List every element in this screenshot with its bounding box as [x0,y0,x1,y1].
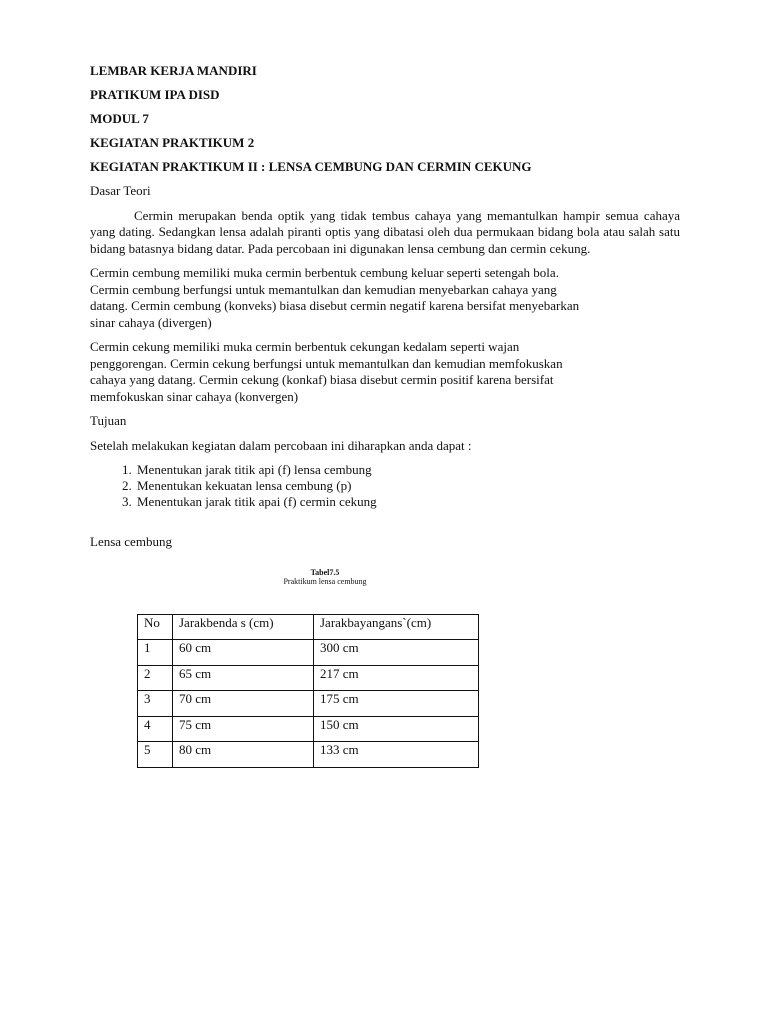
list-item: 1. Menentukan jarak titik api (f) lensa cembung [135,462,680,478]
cell-no: 3 [138,691,173,717]
table-row [138,716,479,742]
heading-modul: MODUL 7 [90,111,149,126]
table-row [138,742,479,768]
header-jarak-benda: Jarakbenda s (cm) [173,614,314,640]
dasar-teori-label: Dasar Teori [90,183,151,198]
cell-jarak-bayangan: 150 cm [314,716,479,742]
paragraph-line: Cermin cembung memiliki muka cermin berbentuk cembung keluar seperti setengah bola. [90,265,559,280]
paragraph-line: Cermin cekung memiliki muka cermin berbentuk cekungan kedalam seperti wajan [90,339,520,354]
cembung-paragraph [90,265,680,331]
paragraph-line: Cermin cembung berfungsi untuk memantulkan dan kemudian menyebarkan cahaya yang [90,281,557,297]
table-row [138,691,479,717]
cell-jarak-benda: 75 cm [173,716,314,742]
section-lensa-cembung: Lensa cembung [90,534,172,549]
table-caption [90,568,560,586]
data-table [137,614,479,768]
tujuan-list [90,462,680,510]
table-header-row [138,614,479,640]
paragraph-line: datang. Cermin cembung (konveks) biasa disebut cermin negatif karena bersifat menyebarkan [90,298,580,313]
document-content [90,63,680,768]
cell-jarak-benda: 65 cm [173,665,314,691]
intro-paragraph: Cermin merupakan benda optik yang tidak tembus cahaya yang memantulkan hampir semua cahaya yang dating. Sedangkan lensa adalah piranti optis yang dibatasi oleh dua permukaan bidang bola atau salah satu bidang batasnya bidang datar. Pada percobaan ini digunakan lensa cembung dan cermin cekung. [90,207,680,256]
paragraph-line: sinar cahaya (divergen) [90,314,212,330]
paragraph-line: penggorengan. Cermin cekung berfungsi untuk memantulkan dan kemudian memfokuskan [90,355,563,371]
header-no: No [138,614,173,640]
cell-jarak-bayangan: 217 cm [314,665,479,691]
heading-pratikum: PRATIKUM IPA DISD [90,87,220,102]
cell-jarak-bayangan: 175 cm [314,691,479,717]
tujuan-label: Tujuan [90,413,127,428]
cell-jarak-benda: 70 cm [173,691,314,717]
list-item: 3. Menentukan jarak titik apai (f) cermin cekung [135,494,680,510]
cell-no: 5 [138,742,173,768]
table-caption-subtitle: Praktikum lensa cembung [283,576,367,586]
cell-jarak-bayangan: 300 cm [314,640,479,666]
cell-no: 2 [138,665,173,691]
table-caption-title: Tabel7.5 [310,567,340,577]
heading-kegiatan-title: KEGIATAN PRAKTIKUM II : LENSA CEMBUNG DAN CERMIN CEKUNG [90,159,532,174]
heading-lembar-kerja: LEMBAR KERJA MANDIRI [90,63,257,78]
paragraph-line: cahaya yang datang. Cermin cekung (konkaf) biasa disebut cermin positif karena bersifat [90,372,554,387]
table-row [138,640,479,666]
table-row [138,665,479,691]
header-jarak-bayangan: Jarakbayangans`(cm) [314,614,479,640]
cell-no: 4 [138,716,173,742]
cell-jarak-benda: 60 cm [173,640,314,666]
heading-kegiatan: KEGIATAN PRAKTIKUM 2 [90,135,255,150]
cell-jarak-benda: 80 cm [173,742,314,768]
cekung-paragraph [90,339,680,405]
tujuan-intro: Setelah melakukan kegiatan dalam percobaan ini diharapkan anda dapat : [90,437,472,453]
cell-jarak-bayangan: 133 cm [314,742,479,768]
cell-no: 1 [138,640,173,666]
paragraph-line: memfokuskan sinar cahaya (konvergen) [90,388,299,404]
list-item: 2. Menentukan kekuatan lensa cembung (p) [135,478,680,494]
